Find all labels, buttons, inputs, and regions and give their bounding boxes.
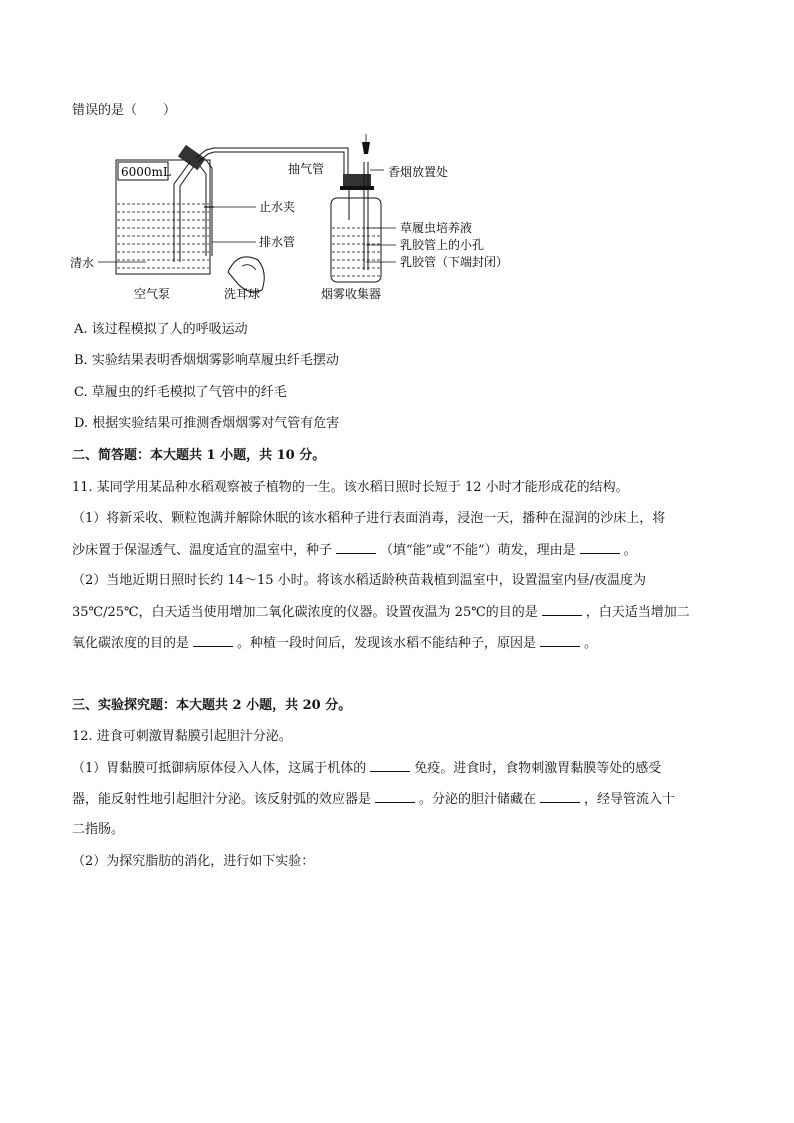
q11-p2c-2: 。种植一段时间后，发现该水稻不能结种子，原因是 xyxy=(237,636,537,651)
q11-p2b-2: ，白天适当增加二 xyxy=(585,605,690,620)
answer-blank[interactable] xyxy=(193,634,233,647)
q12-part1-line1 xyxy=(72,759,661,778)
q11-p1b-3: 。 xyxy=(623,543,637,558)
label-caolvchong: 草履虫培养液 xyxy=(400,221,473,235)
question-tail: 错误的是（ ） xyxy=(72,103,177,118)
answer-blank[interactable] xyxy=(540,634,580,647)
label-rujiaoguan: 乳胶管（下端封闭） xyxy=(400,255,509,269)
section-heading-2: 二、简答题：本大题共 1 小题，共 10 分。 xyxy=(72,448,326,463)
q11-part2-line3 xyxy=(72,634,597,653)
q11-p2b-1: 35℃/25℃，白天适当使用增加二氧化碳浓度的仪器。设置夜温为 25℃的目的是 xyxy=(72,605,538,620)
q12-p1b-2: 。分泌的胆汁储藏在 xyxy=(419,792,537,807)
answer-blank[interactable] xyxy=(542,603,582,616)
label-paishuiguan: 排水管 xyxy=(259,235,296,249)
q11-part2-line2 xyxy=(72,603,690,622)
q12-stem: 12. 进食可刺激胃黏膜引起胆汁分泌。 xyxy=(72,729,292,744)
label-xiangyan: 香烟放置处 xyxy=(388,165,449,179)
q12-p1b-3: ，经导管流入十 xyxy=(584,792,676,807)
answer-blank[interactable] xyxy=(375,790,415,803)
collector-stopper xyxy=(343,174,371,188)
option-c: C. 草履虫的纤毛模拟了气管中的纤毛 xyxy=(74,385,287,400)
option-b: B. 实验结果表明香烟烟雾影响草履虫纤毛摆动 xyxy=(74,353,339,368)
label-chouqiguan: 抽气管 xyxy=(288,162,325,176)
label-xierqiu: 洗耳球 xyxy=(224,287,261,301)
label-zhishuijia: 止水夹 xyxy=(259,200,296,214)
q11-p2c-1: 氧化碳浓度的目的是 xyxy=(72,636,190,651)
smoke-collector-jar xyxy=(331,198,381,282)
q11-part1-line1: （1）将新采收、颗粒饱满并解除休眠的该水稻种子进行表面消毒，浸泡一天，播种在湿润的沙床上，将 xyxy=(72,511,666,526)
section-heading-3: 三、实验探究题：本大题共 2 小题，共 20 分。 xyxy=(72,698,352,713)
q11-stem: 11. 某同学用某品种水稻观察被子植物的一生。该水稻日照时长短于 12 小时才能形成花的结构。 xyxy=(72,480,629,495)
label-yanwu: 烟雾收集器 xyxy=(321,287,382,301)
label-kongqibeng: 空气泵 xyxy=(134,287,171,301)
answer-blank[interactable] xyxy=(336,541,376,554)
q12-p1a-1: （1）胃黏膜可抵御病原体侵入人体，这属于机体的 xyxy=(72,761,367,776)
q12-p1a-2: 免疫。进食时，食物刺激胃黏膜等处的感受 xyxy=(414,761,662,776)
q11-p1b-2: （填“能”或“不能”）萌发，理由是 xyxy=(380,543,576,558)
q11-part1-line2 xyxy=(72,541,637,560)
option-a: A. 该过程模拟了人的呼吸运动 xyxy=(74,322,248,337)
answer-blank[interactable] xyxy=(370,759,410,772)
label-xiaokong: 乳胶管上的小孔 xyxy=(400,238,485,252)
cigarette-icon xyxy=(362,142,370,154)
q11-part2-line1: （2）当地近期日照时长约 14～15 小时。将该水稻适龄秧苗栽植到温室中，设置温室内昼/夜温度为 xyxy=(72,573,647,588)
q12-part2: （2）为探究脂肪的消化，进行如下实验： xyxy=(72,854,315,869)
label-qingshui: 清水 xyxy=(70,256,95,270)
answer-blank[interactable] xyxy=(580,541,620,554)
volume-label: 6000mL xyxy=(121,165,171,179)
air-pump-stopper xyxy=(178,145,206,170)
q12-part1-line3: 二指肠。 xyxy=(72,822,125,837)
option-d: D. 根据实验结果可推测香烟烟雾对气管有危害 xyxy=(74,416,340,431)
q11-p2c-3: 。 xyxy=(584,636,598,651)
answer-blank[interactable] xyxy=(540,790,580,803)
q11-p1b-1: 沙床置于保湿透气、温度适宜的温室中，种子 xyxy=(72,543,333,558)
q12-p1b-1: 器，能反射性地引起胆汁分泌。该反射弧的效应器是 xyxy=(72,792,372,807)
drain-tube xyxy=(206,160,212,256)
q12-part1-line2 xyxy=(72,790,675,809)
experiment-diagram xyxy=(66,132,536,307)
